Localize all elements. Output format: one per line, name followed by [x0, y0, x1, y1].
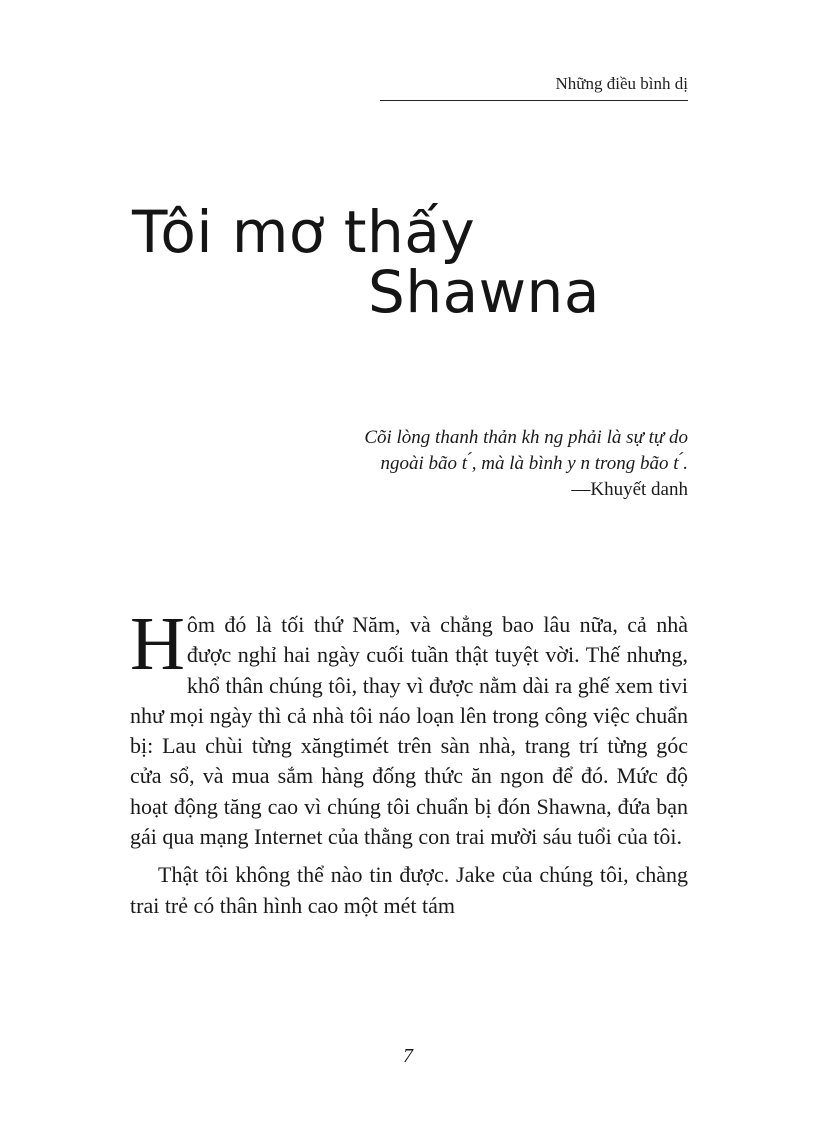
paragraph-1-text: ôm đó là tối thứ Năm, và chẳng bao lâu nữa, cả nhà được nghỉ hai ngày cuối tuần thật tuyệt vời. Thế nhưng, khổ thân chúng tôi, thay vì được nằm dài ra ghế xem tivi như mọi ngày thì cả nhà tôi náo loạn lên trong công việc chuẩn bị: Lau chùi từng xăngtimét trên sàn nhà, trang trí từng góc cửa sổ, và mua sắm hàng đống thức ăn ngon để đó. Mức độ hoạt động tăng cao vì chúng tôi chuẩn bị đón Shawna, đứa bạn gái qua mạng Internet của thằng con trai mười sáu tuổi của tôi. [130, 612, 688, 850]
paragraph-1 [130, 602, 688, 852]
epigraph-line1: Cõi lòng thanh thản kh ng phải là sự tự do [364, 427, 688, 448]
chapter-title [132, 198, 652, 326]
running-head: Những điều bình dị [380, 74, 688, 101]
drop-cap: H [130, 602, 185, 686]
epigraph [260, 425, 688, 503]
epigraph-attribution: —Khuyết danh [571, 479, 688, 500]
epigraph-line2: ngoài bão t ́, mà là bình y n trong bão t ́. [380, 453, 688, 474]
paragraph-2: Thật tôi không thể nào tin được. Jake của chúng tôi, chàng trai trẻ có thân hình cao một mét tám [130, 862, 688, 918]
chapter-body [130, 602, 688, 921]
chapter-title-line1: Tôi mơ thấy [132, 198, 476, 266]
page-number: 7 [403, 1045, 413, 1067]
chapter-title-line2: Shawna [368, 258, 600, 326]
